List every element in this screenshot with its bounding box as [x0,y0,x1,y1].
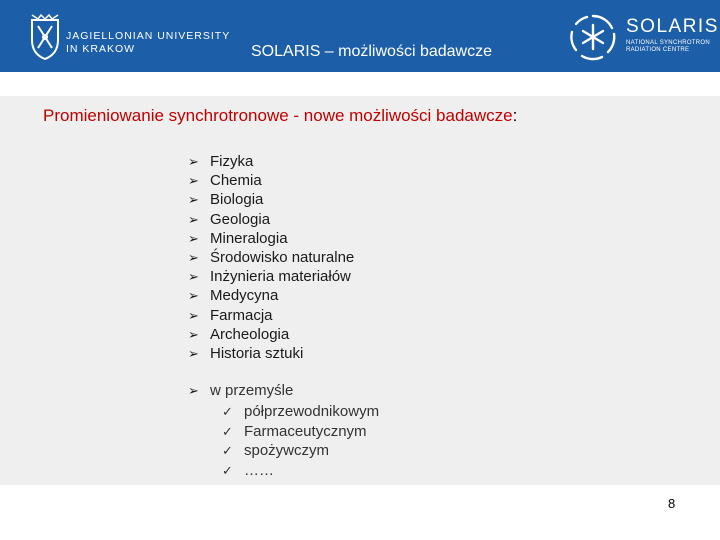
list-item-label: Mineralogia [210,229,288,247]
university-name [66,30,230,56]
solaris-name: SOLARIS [626,16,719,37]
solaris-ring-icon [568,12,618,62]
arrow-bullet-icon: ➢ [188,383,199,398]
list-item-label: Farmaceutycznym [244,422,367,440]
list-item [222,461,379,481]
arrow-bullet-icon: ➢ [188,249,199,265]
list-item [188,190,354,209]
list-item [222,422,379,442]
page-title: SOLARIS – możliwości badawcze [251,43,492,60]
list-item [188,229,354,248]
list-item [222,402,379,422]
slide-heading [43,106,517,126]
list-item [188,286,354,305]
list-item-label: Inżynieria materiałów [210,268,351,286]
checkmark-icon: ✓ [222,423,233,439]
arrow-bullet-icon: ➢ [188,288,199,304]
list-item-label: Historia sztuki [210,344,304,362]
list-item-label: Archeologia [210,325,290,343]
list-item [188,344,354,363]
list-item-label: Medycyna [210,287,279,305]
list-item [188,210,354,229]
slide-heading-text: Promieniowanie synchrotronowe - nowe możliwości badawcze [43,106,513,125]
list-item-label: Farmacja [210,306,273,324]
university-name-line1: JAGIELLONIAN UNIVERSITY [66,30,231,42]
header-bar [0,0,720,72]
list-item-label: Biologia [210,191,264,209]
arrow-bullet-icon: ➢ [188,192,199,208]
checkmark-icon: ✓ [222,443,233,458]
university-name-line2: IN KRAKOW [66,43,136,55]
solaris-subtitle [626,40,710,54]
list-item [188,171,354,190]
list-item-label: …… [244,461,274,479]
arrow-bullet-icon: ➢ [188,307,199,323]
industry-heading [188,381,293,401]
solaris-subtitle-line1: NATIONAL SYNCHROTRON [626,40,711,46]
checkmark-icon: ✓ [222,404,233,419]
slide-heading-colon: : [512,106,518,125]
uj-crest-icon [30,14,60,60]
solaris-logo-block [548,0,720,72]
list-item-label: Środowisko naturalne [210,248,355,266]
page-number: 8 [668,496,676,511]
industry-heading-label: w przemyśle [210,382,294,399]
arrow-bullet-icon: ➢ [188,173,199,189]
list-item-label: Chemia [210,172,262,190]
list-item [188,325,354,344]
research-fields-list [188,152,354,363]
arrow-bullet-icon: ➢ [188,211,199,227]
list-item [188,267,354,286]
arrow-bullet-icon: ➢ [188,269,199,285]
list-item [222,441,379,461]
arrow-bullet-icon: ➢ [188,345,199,361]
list-item-label: Fizyka [210,153,254,170]
industry-sublist [222,402,379,480]
list-item [188,248,354,267]
list-item [188,152,354,171]
solaris-subtitle-line2: RADIATION CENTRE [626,47,690,53]
arrow-bullet-icon: ➢ [188,326,199,342]
list-item-label: spożywczym [244,442,330,459]
list-item [188,306,354,325]
industry-list [188,381,293,401]
checkmark-icon: ✓ [222,462,233,478]
arrow-bullet-icon: ➢ [188,154,199,169]
arrow-bullet-icon: ➢ [188,230,199,246]
list-item-label: półprzewodnikowym [244,403,380,420]
list-item-label: Geologia [210,210,271,228]
